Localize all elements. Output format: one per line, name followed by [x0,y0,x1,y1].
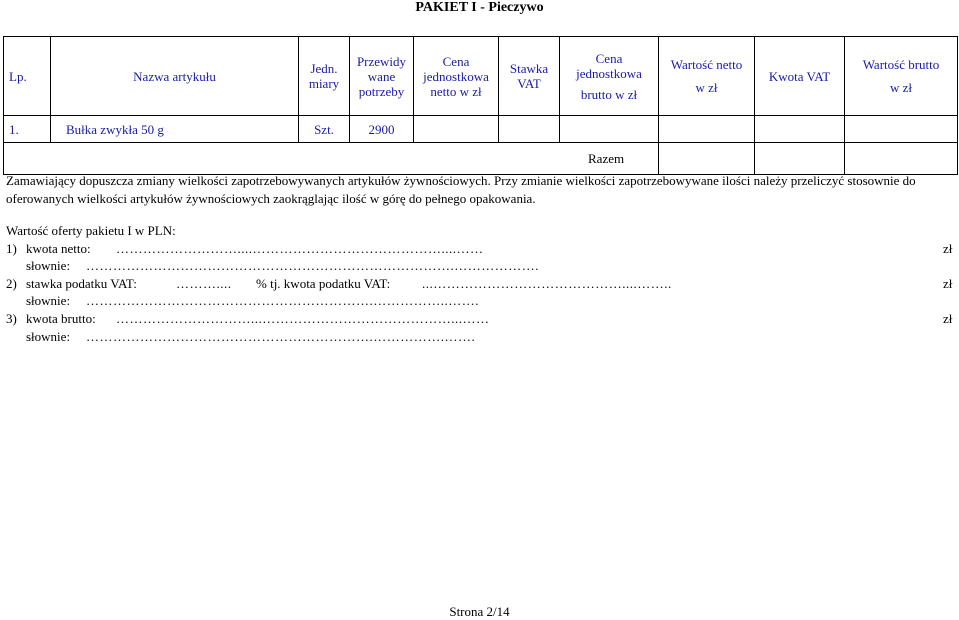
offer-net-field[interactable]: ………………………....……………………………………....…… [116,240,484,256]
row-vat-amount[interactable] [755,116,845,143]
header-value-net [659,37,755,116]
header-vat-rate-line: VAT [517,76,541,91]
header-price-gross-line: brutto w zł [580,86,638,102]
row-value-gross[interactable] [845,116,958,143]
offer-gross-field[interactable]: …………………………...……………………………………...…… [116,310,490,326]
row-vat-rate[interactable] [499,116,560,143]
header-value-gross-line: Wartość brutto [862,57,940,72]
offer-net-line [6,240,954,258]
offer-vat-words-line [6,292,954,310]
total-label-cell [4,143,659,175]
offer-gross-words-line [6,328,954,346]
row-unit: Szt. [299,116,350,143]
header-price-net-line: jednostkowa [423,68,489,84]
total-value-net[interactable] [659,143,755,175]
total-vat-amount[interactable] [755,143,845,175]
offer-vat-amount-field[interactable]: ...……………………………………....…….. [422,275,672,291]
page-number: Strona 2/14 [449,604,510,619]
header-qty-line: wane [367,68,396,84]
header-qty [350,37,414,116]
header-price-net-line: Cena [442,53,470,69]
header-vat-rate-line: Stawka [509,61,549,76]
header-qty-line: potrzeby [358,83,405,99]
header-price-net-line: netto w zł [430,83,482,99]
offer-vat-line [6,275,954,293]
offer-heading: Wartość oferty pakietu I w PLN: [6,223,176,238]
header-qty-line: Przewidy [356,53,407,69]
header-unit [299,37,350,116]
price-table [3,36,958,175]
header-value-net-line: Wartość netto [670,57,743,72]
offer-gross-words-field[interactable]: ……………………………………………………….…………….……. [86,328,476,344]
header-price-gross-line: Cena [595,50,623,66]
offer-vat-words-field[interactable]: ……………………………………………………….……………..……. [86,293,479,309]
offer-net-words-line [6,257,954,275]
page-title: PAKIET I - Pieczywo [415,0,544,15]
row-name: Bułka zwykła 50 g [51,116,299,143]
total-value-gross[interactable] [845,143,958,175]
offer-net-unit: zł [943,240,953,256]
header-lp: Lp. [4,37,51,116]
header-value-net-line: w zł [695,80,718,95]
header-price-gross-line: jednostkowa [576,65,642,81]
header-unit-line: Jedn. [310,61,338,76]
offer-net-number: 1) [6,240,17,256]
table-header-row [4,37,958,116]
offer-gross-unit: zł [943,310,953,326]
offer-gross-label: kwota brutto: [26,310,96,326]
offer-value-section [6,222,954,345]
row-value-net[interactable] [659,116,755,143]
offer-vat-rate-field[interactable]: ……….... [176,275,232,291]
row-price-gross[interactable] [560,116,659,143]
offer-vat-words-label: słownie: [26,293,71,309]
offer-gross-number: 3) [6,310,17,326]
total-row [4,143,958,175]
header-vat-amount: Kwota VAT [755,37,845,116]
offer-vat-unit: zł [943,275,953,291]
offer-net-label: kwota netto: [26,240,91,256]
offer-gross-line [6,310,954,328]
offer-net-words-label: słownie: [26,258,71,274]
offer-net-words-field[interactable]: ……………………………………………………………………….………………. [86,258,539,274]
header-unit-line: miary [308,76,340,91]
header-name: Nazwa artykułu [51,37,299,116]
header-price-net [414,37,499,116]
table-row [4,116,958,143]
header-price-gross [560,37,659,116]
row-price-net[interactable] [414,116,499,143]
quantity-note: Zamawiający dopuszcza zmiany wielkości zapotrzebowywanych artykułów żywnościowych. Przy zmianie wielkości zapotrzebowywane ilości należy przeliczyć stosownie do oferowanych wielkości artykułów żywnościowych zaokrąglając ilość w górę do pełnego opakowania. [6,173,916,206]
total-label: Razem [588,151,625,166]
header-value-gross-line: w zł [889,80,913,95]
header-vat-rate [499,37,560,116]
header-value-gross [845,37,958,116]
row-qty: 2900 [350,116,414,143]
offer-vat-mid-label: % tj. kwota podatku VAT: [256,275,391,291]
offer-gross-words-label: słownie: [26,328,71,344]
offer-vat-number: 2) [6,275,17,291]
row-lp: 1. [4,116,51,143]
offer-vat-label: stawka podatku VAT: [26,275,137,291]
